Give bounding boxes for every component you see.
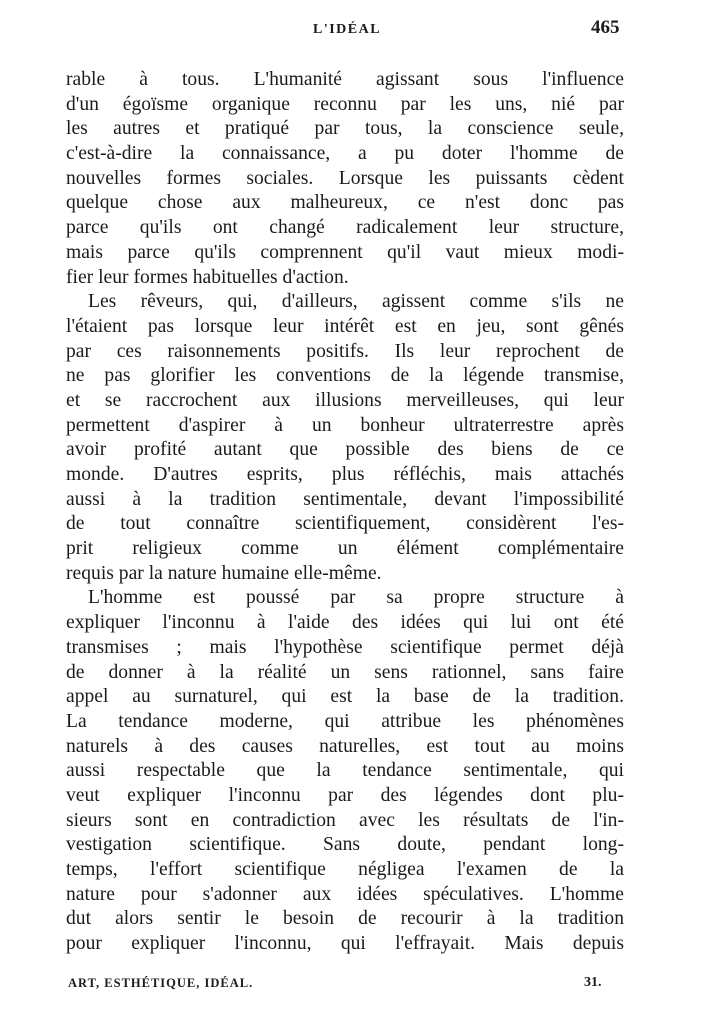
text-line: appel au surnaturel, qui est la base de la tradition. <box>66 686 624 708</box>
text-line: temps, l'effort scientifique négligea l'examen de la <box>66 859 624 880</box>
text-line: de tout connaître scientifiquement, considèrent l'es- <box>66 513 624 535</box>
text-line: expliquer l'inconnu à l'aide des idées qui lui ont été <box>66 612 624 634</box>
text-line: veut expliquer l'inconnu par des légendes dont plu- <box>66 784 624 806</box>
text-line: vestigation scientifique. Sans doute, pendant long- <box>66 834 624 856</box>
signature-mark: ART, ESTHÉTIQUE, IDÉAL. <box>68 976 254 990</box>
text-line: nature pour s'adonner aux idées spéculatives. L'homme <box>66 883 624 905</box>
text-line: de donner à la réalité un sens rationnel, sans faire <box>66 661 624 683</box>
text-line: par ces raisonnements positifs. Ils leur reprochent de <box>66 340 624 362</box>
page-number: 465 <box>591 17 620 38</box>
text-line: requis par la nature humaine elle-même. <box>66 562 382 584</box>
text-line: transmises ; mais l'hypothèse scientifique permet déjà <box>66 636 624 658</box>
paragraph-first-line: L'homme est poussé par sa propre structure à <box>88 587 624 609</box>
text-line: c'est-à-dire la connaissance, a pu doter l'homme de <box>66 143 624 165</box>
text-line: l'étaient pas lorsque leur intérêt est en jeu, sont gênés <box>66 315 624 337</box>
text-line: La tendance moderne, qui attribue les phénomènes <box>66 710 624 732</box>
text-line: dut alors sentir le besoin de recourir à la tradition <box>66 908 624 930</box>
text-line: et se raccrochent aux illusions merveilleuses, qui leur <box>66 389 624 411</box>
body-text <box>66 68 624 957</box>
text-line: monde. D'autres esprits, plus réfléchis, mais attachés <box>66 464 624 485</box>
text-line: aussi à la tradition sentimentale, devant l'impossibilité <box>66 488 624 510</box>
text-line: permettent d'aspirer à un bonheur ultraterrestre après <box>66 414 624 436</box>
running-title: L'IDÉAL <box>313 22 382 37</box>
text-line: pour expliquer l'inconnu, qui l'effrayait. Mais depuis <box>66 933 624 955</box>
text-line: ne pas glorifier les conventions de la légende transmise, <box>66 365 624 387</box>
text-line: rable à tous. L'humanité agissant sous l'influence <box>66 69 624 90</box>
text-line: les autres et pratiqué par tous, la conscience seule, <box>66 118 624 140</box>
text-line: nouvelles formes sociales. Lorsque les puissants cèdent <box>66 167 624 189</box>
running-head <box>0 14 716 44</box>
text-line: quelque chose aux malheureux, ce n'est donc pas <box>66 192 624 214</box>
text-line: fier leur formes habituelles d'action. <box>66 266 349 288</box>
text-line: aussi respectable que la tendance sentimentale, qui <box>66 760 624 782</box>
signature-number: 31. <box>584 975 602 990</box>
text-line: avoir profité autant que possible des biens de ce <box>66 439 624 461</box>
text-line: mais parce qu'ils comprennent qu'il vaut mieux modi- <box>66 241 624 263</box>
text-line: parce qu'ils ont changé radicalement leur structure, <box>66 217 624 239</box>
text-line: sieurs sont en contradiction avec les résultats de l'in- <box>66 809 624 831</box>
text-line: d'un égoïsme organique reconnu par les uns, nié par <box>66 93 624 115</box>
page-footer <box>0 972 716 1002</box>
paragraph-first-line: Les rêveurs, qui, d'ailleurs, agissent comme s'ils ne <box>88 291 624 313</box>
text-line: prit religieux comme un élément complémentaire <box>66 538 624 560</box>
text-line: naturels à des causes naturelles, est tout au moins <box>66 735 624 757</box>
